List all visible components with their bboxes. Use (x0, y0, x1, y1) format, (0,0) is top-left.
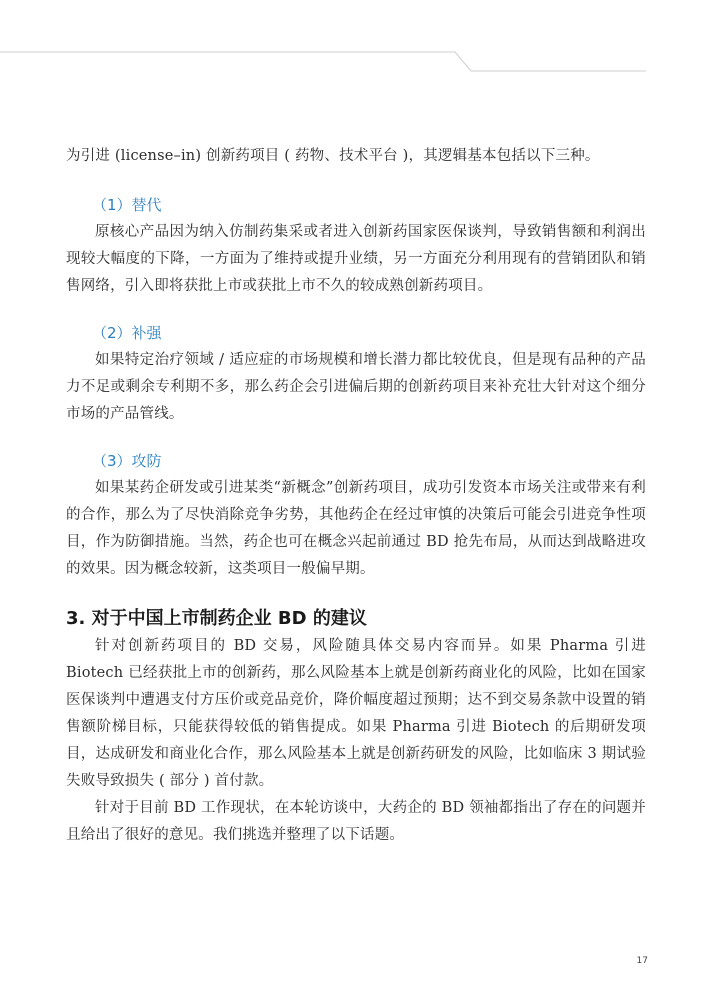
paragraph-offense-defense: 如果某药企研发或引进某类“新概念”创新药项目，成功引发资本市场关注或带来有利的合作，那么为了尽快消除竞争劣势，其他药企在经过审慎的决策后可能会引进竞争性项目，作为防御措施。当然，药企也可在概念兴起前通过 BD 抢先布局，从而达到战略进攻的效果。因为概念较新，这类项目一般偏早期。 (66, 480, 646, 577)
section-paragraph-1: 针对创新药项目的 BD 交易，风险随具体交易内容而异。如果 Pharma 引进 Biotech 已经获批上市的创新药，那么风险基本上就是创新药商业化的风险，比如在国家医保谈判中遭遇支付方压价或竞品竞价，降价幅度超过预期；达不到交易条款中设置的销售额阶梯目标，只能获得较低的销售提成。如果 Pharma 引进 Biotech 的后期研发项目，达成研发和商业化合作，那么风险基本上就是创新药研发的风险，比如临床 3 期试验失败导致损失 ( 部分 ) 首付款。 (66, 638, 646, 789)
paragraph-replace: 原核心产品因为纳入仿制药集采或者进入创新药国家医保谈判，导致销售额和利润出现较大幅度的下降，一方面为了维持或提升业绩，另一方面充分利用现有的营销团队和销售网络，引入即将获批上市或获批上市不久的较成熟创新药项目。 (66, 224, 646, 294)
subheading-reinforce: （2）补强 (92, 324, 162, 342)
section-paragraph-2: 针对于目前 BD 工作现状，在本轮访谈中，大药企的 BD 领袖都指出了存在的问题并且给出了很好的意见。我们挑选并整理了以下话题。 (66, 800, 646, 843)
subheading-replace: （1）替代 (92, 196, 162, 214)
subheading-offense-defense: （3）攻防 (92, 452, 162, 470)
section-title: 3. 对于中国上市制药企业 BD 的建议 (66, 608, 367, 629)
page-number: 17 (636, 956, 648, 966)
header-decorative-rule (0, 0, 710, 80)
paragraph-reinforce: 如果特定治疗领域 / 适应症的市场规模和增长潜力都比较优良，但是现有品种的产品力不足或剩余专利期不多，那么药企会引进偏后期的创新药项目来补充壮大针对这个细分市场的产品管线。 (66, 352, 646, 422)
page-content (66, 143, 646, 849)
intro-paragraph: 为引进 (license–in) 创新药项目 ( 药物、技术平台 )，其逻辑基本包括以下三种。 (66, 148, 600, 164)
